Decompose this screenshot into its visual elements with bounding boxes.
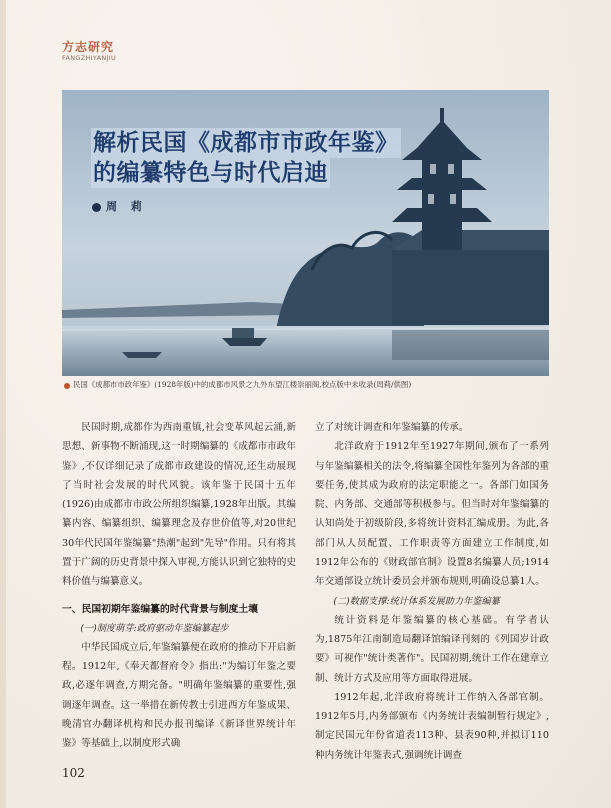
column-subtitle: FANGZHIYANJIU	[62, 54, 117, 62]
text-column-left	[62, 418, 296, 753]
body-paragraph: 立了对统计调查和年鉴编纂的传承。	[315, 422, 469, 433]
article-author: 周 莉	[106, 200, 147, 213]
section-heading-1: 一、民国初期年鉴编纂的时代背景与制度土壤	[62, 603, 258, 615]
column-title: 方志研究	[62, 40, 115, 54]
article-title-line2: 的编纂特色与时代启迪	[93, 160, 328, 186]
article-title-line1: 解析民国《成都市市政年鉴》	[93, 130, 399, 156]
author-bullet-icon	[92, 203, 101, 212]
body-paragraph: 1912年起,北洋政府将统计工作纳入各部官制。1912年5月,内务部颁布《内务统计表编制暂行规定》,制定民国元年份省道表113种、县表90种,并拟订110种内务统计年鉴表式,强调统计调查	[315, 691, 549, 761]
page-number: 102	[62, 766, 85, 780]
body-paragraph: 统计资料是年鉴编纂的核心基础。有学者认为,1875年江南制造局翻译馆编译刊刻的《列国岁计政要》可视作"统计类著作"。民国初期,统计工作在建章立制、统计方式及应用等方面取得进展。	[315, 614, 549, 684]
subsection-heading-2: (二)数据支撑:统计体系发展助力年鉴编纂	[333, 595, 500, 607]
subsection-heading-1: (一)制度萌芽:政府驱动年鉴编纂起步	[80, 622, 229, 634]
photo-caption: 民国《成都市市政年鉴》(1928年版)中的成都市风景之九外东望江楼崇丽阁,校点版中未收录(周莉/供图)	[73, 380, 412, 389]
body-paragraph: 北洋政府于1912年至1927年期间,颁布了一系列与年鉴编纂相关的法令,将编纂全国性年鉴列为各部的重要任务,使其成为政府的法定职能之一。各部门如国务院、内务部、交通部等积极参与。但当时对年鉴编纂的认知尚处于初级阶段,多将统计资料汇编成册。为此,各部门从人员配置、工作职责等方面建立工作制度,如1912年公布的《财政部官制》设置8名编纂人员;1914年交通部设立统计委员会并颁布规则,明确设总纂1人。	[315, 441, 549, 588]
caption-bullet-icon	[64, 383, 70, 389]
page-edge	[0, 0, 6, 808]
intro-paragraph: 民国时期,成都作为西南重镇,社会变革风起云涌,新思想、新事物不断涌现,这一时期编纂的《成都市市政年鉴》,不仅详细记录了成都市政建设的情况,还生动展现了当时社会发展的时代风貌。该年鉴于民国十五年(1926)由成都市市政公所组织编纂,1928年出版。其编纂内容、编纂组织、编纂理念及存世价值等,对20世纪30年代民国年鉴编纂"热潮"起到"先导"作用。只有将其置于广阔的历史背景中探入审视,方能认识到它独特的史料价值与编纂意义。	[62, 422, 296, 588]
body-paragraph: 中华民国成立后,年鉴编纂便在政府的推动下开启新程。1912年,《奉天都督府令》指出:"为编订年鉴之要政,必逐年调查,方期完备。"明确年鉴编纂的重要性,强调逐年调查。这一举措在新传教士引进西方年鉴成果、晚清官办翻译机构和民办报刊编译《新译世界统计年鉴》等基础上,以制度形式确	[62, 641, 296, 750]
text-column-right	[315, 418, 549, 765]
